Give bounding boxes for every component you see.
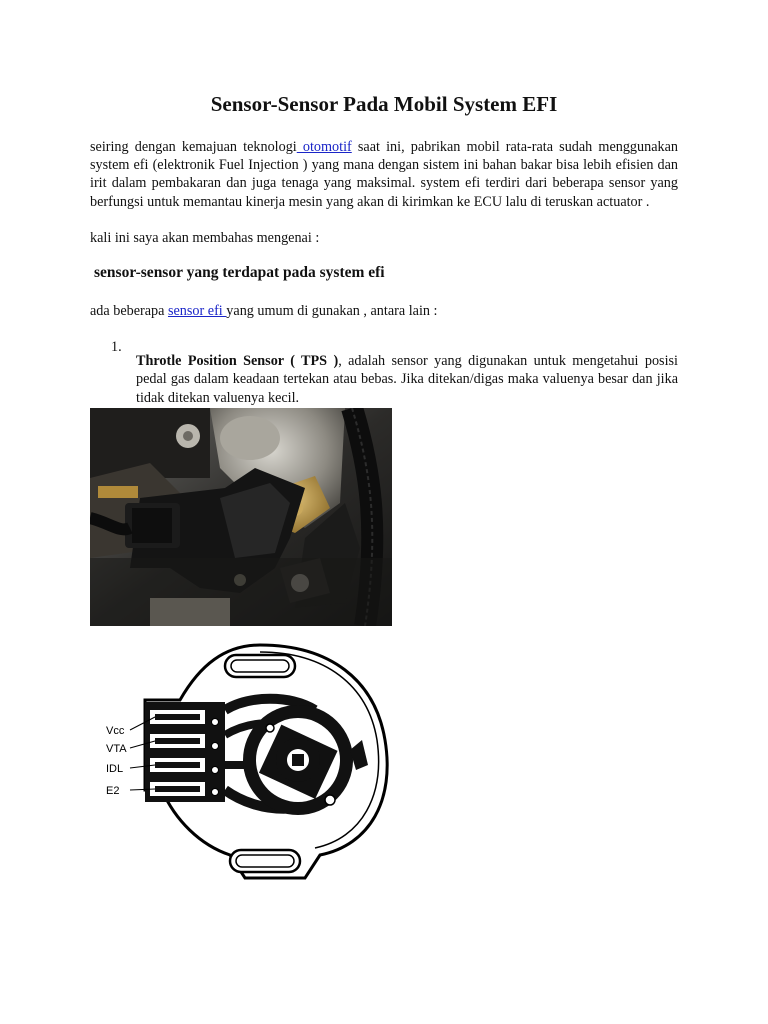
label-vta: VTA — [106, 743, 127, 755]
intro-paragraph — [90, 138, 678, 211]
intro-line-2: kali ini saya akan membahas mengenai : — [90, 230, 320, 246]
intro-text-before: seiring dengan kemajuan teknologi — [90, 139, 297, 155]
section-heading: sensor-sensor yang terdapat pada system efi — [94, 264, 385, 281]
list-item-text: , adalah sensor yang digunakan untuk mengetahui posisi pedal gas dalam keadaan tertekan atau bebas. Jika ditekan/digas maka valuenya besar dan jika tidak ditekan valuenya kecil. — [136, 353, 678, 406]
page-title: Sensor-Sensor Pada Mobil System EFI — [210, 92, 558, 116]
label-idl: IDL — [106, 763, 124, 775]
otomotif-link[interactable]: otomotif — [296, 139, 352, 155]
tps-diagram — [100, 640, 400, 880]
label-vcc: Vcc — [106, 725, 125, 737]
lead-text-after: yang umum di gunakan , antara lain : — [226, 303, 438, 319]
intro-text-after: saat ini, pabrikan mobil rata-rata sudah menggunakan system efi (elektronik Fuel Injection ) yang mana dengan sistem ini bahan bakar bisa lebih efisien dan irit dalam pembakaran dan juga tenaga yang maksimal. system efi terdiri dari beberapa sensor yang berfungsi untuk memantau kinerja mesin yang akan di kirimkan ke ECU lalu di teruskan actuator . — [90, 139, 678, 210]
tps-sensor-photo — [90, 408, 392, 626]
lead-paragraph — [90, 302, 678, 320]
list-item-term: Throtle Position Sensor ( TPS ) — [136, 353, 339, 370]
label-e2: E2 — [106, 785, 120, 797]
list-item-number: 1. — [111, 339, 122, 355]
list-item — [136, 352, 678, 407]
sensor-efi-link[interactable]: sensor efi — [167, 303, 227, 319]
lead-text-before: ada beberapa — [90, 303, 168, 319]
